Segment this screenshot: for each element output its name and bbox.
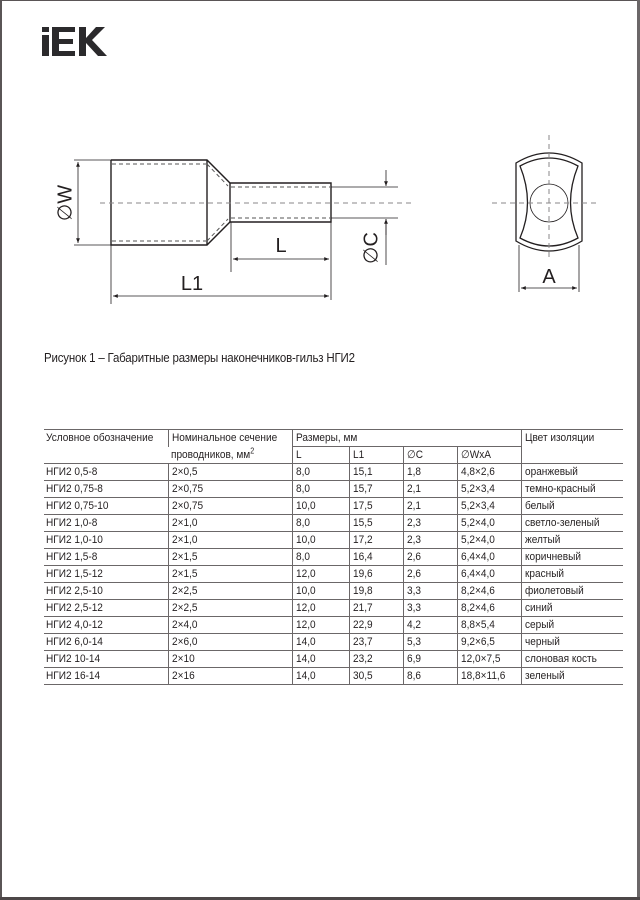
cell-section: 2×0,75 <box>169 481 293 498</box>
cell-wxa: 5,2×4,0 <box>458 532 522 549</box>
cell-l: 14,0 <box>293 634 350 651</box>
cell-section: 2×2,5 <box>169 600 293 617</box>
cell-section: 2×6,0 <box>169 634 293 651</box>
cell-insulation-color: фиолетовый <box>522 583 624 600</box>
cell-l1: 22,9 <box>350 617 404 634</box>
cell-c: 2,6 <box>404 549 458 566</box>
cell-l1: 16,4 <box>350 549 404 566</box>
table-row <box>44 481 623 498</box>
cell-wxa: 5,2×4,0 <box>458 515 522 532</box>
header-wxa: ∅WxA <box>458 447 522 464</box>
cell-l: 8,0 <box>293 481 350 498</box>
table-row <box>44 464 623 481</box>
cell-l: 10,0 <box>293 532 350 549</box>
cell-section: 2×4,0 <box>169 617 293 634</box>
cell-section: 2×2,5 <box>169 583 293 600</box>
cell-designation: НГИ2 10-14 <box>44 651 169 668</box>
cell-wxa: 8,8×5,4 <box>458 617 522 634</box>
header-designation: Условное обозначение <box>44 430 169 464</box>
cell-wxa: 6,4×4,0 <box>458 566 522 583</box>
table-row <box>44 617 623 634</box>
cell-insulation-color: зеленый <box>522 668 624 685</box>
cell-insulation-color: красный <box>522 566 624 583</box>
cell-l1: 15,1 <box>350 464 404 481</box>
cell-c: 2,3 <box>404 515 458 532</box>
dimension-l <box>231 222 331 300</box>
table-row <box>44 549 623 566</box>
cell-wxa: 9,2×6,5 <box>458 634 522 651</box>
table-row <box>44 566 623 583</box>
table-row <box>44 583 623 600</box>
label-l: L <box>275 235 287 257</box>
cell-insulation-color: слоновая кость <box>522 651 624 668</box>
dimension-w <box>74 160 111 245</box>
cell-l: 10,0 <box>293 498 350 515</box>
cell-designation: НГИ2 1,0-10 <box>44 532 169 549</box>
cell-designation: НГИ2 4,0-12 <box>44 617 169 634</box>
cell-designation: НГИ2 0,5-8 <box>44 464 169 481</box>
table-row <box>44 668 623 685</box>
cell-l1: 21,7 <box>350 600 404 617</box>
cell-l1: 15,5 <box>350 515 404 532</box>
cell-c: 3,3 <box>404 583 458 600</box>
cell-insulation-color: серый <box>522 617 624 634</box>
cell-wxa: 5,2×3,4 <box>458 498 522 515</box>
header-sizes-group: Размеры, мм <box>293 430 522 447</box>
cell-insulation-color: желтый <box>522 532 624 549</box>
figure-caption: Рисунок 1 – Габаритные размеры наконечников-гильз НГИ2 <box>44 351 355 365</box>
cell-section: 2×1,5 <box>169 566 293 583</box>
cell-l: 8,0 <box>293 515 350 532</box>
ferrule-spec-table <box>44 429 623 685</box>
label-diameter-c: ∅C <box>360 232 383 264</box>
cell-l1: 15,7 <box>350 481 404 498</box>
cell-insulation-color: светло-зеленый <box>522 515 624 532</box>
cell-l: 12,0 <box>293 566 350 583</box>
cell-designation: НГИ2 1,5-12 <box>44 566 169 583</box>
cell-section: 2×10 <box>169 651 293 668</box>
header-l1: L1 <box>350 447 404 464</box>
cell-c: 2,3 <box>404 532 458 549</box>
cell-designation: НГИ2 1,0-8 <box>44 515 169 532</box>
cell-c: 2,6 <box>404 566 458 583</box>
cell-designation: НГИ2 0,75-10 <box>44 498 169 515</box>
cell-c: 8,6 <box>404 668 458 685</box>
cell-c: 4,2 <box>404 617 458 634</box>
page-border-top <box>0 0 640 1</box>
logo-e <box>52 27 75 56</box>
cell-section: 2×0,5 <box>169 464 293 481</box>
cell-designation: НГИ2 2,5-10 <box>44 583 169 600</box>
cell-section: 2×16 <box>169 668 293 685</box>
cell-c: 3,3 <box>404 600 458 617</box>
logo-k <box>79 27 107 56</box>
table-row <box>44 634 623 651</box>
cell-section: 2×1,0 <box>169 532 293 549</box>
cell-l: 14,0 <box>293 668 350 685</box>
cell-l1: 30,5 <box>350 668 404 685</box>
cell-insulation-color: белый <box>522 498 624 515</box>
cell-wxa: 5,2×3,4 <box>458 481 522 498</box>
table-row <box>44 600 623 617</box>
header-section: Номинальное сечение <box>169 430 293 447</box>
cell-section: 2×1,5 <box>169 549 293 566</box>
logo-i-dot <box>42 27 49 32</box>
header-section-unit: проводников, $мм^2$ <box>169 447 293 464</box>
cell-wxa: 8,2×4,6 <box>458 583 522 600</box>
cell-l: 14,0 <box>293 651 350 668</box>
table-header-row-1 <box>44 430 623 447</box>
cell-wxa: 4,8×2,6 <box>458 464 522 481</box>
cell-c: 5,3 <box>404 634 458 651</box>
cell-insulation-color: оранжевый <box>522 464 624 481</box>
cell-wxa: 12,0×7,5 <box>458 651 522 668</box>
cell-l1: 23,7 <box>350 634 404 651</box>
cell-designation: НГИ2 2,5-12 <box>44 600 169 617</box>
table-row <box>44 651 623 668</box>
cell-insulation-color: черный <box>522 634 624 651</box>
header-l: L <box>293 447 350 464</box>
cell-l: 12,0 <box>293 600 350 617</box>
cell-wxa: 18,8×11,6 <box>458 668 522 685</box>
table-row <box>44 515 623 532</box>
cell-insulation-color: синий <box>522 600 624 617</box>
cell-l: 10,0 <box>293 583 350 600</box>
cell-wxa: 6,4×4,0 <box>458 549 522 566</box>
table-row <box>44 532 623 549</box>
label-l1: L1 <box>180 273 204 295</box>
table-row <box>44 498 623 515</box>
cell-designation: НГИ2 16-14 <box>44 668 169 685</box>
cell-l1: 19,8 <box>350 583 404 600</box>
cell-designation: НГИ2 1,5-8 <box>44 549 169 566</box>
cell-designation: НГИ2 0,75-8 <box>44 481 169 498</box>
cell-c: 1,8 <box>404 464 458 481</box>
label-diameter-w: ∅W <box>54 184 77 222</box>
cell-l: 8,0 <box>293 464 350 481</box>
label-a: A <box>542 266 556 288</box>
cell-wxa: 8,2×4,6 <box>458 600 522 617</box>
cell-c: 6,9 <box>404 651 458 668</box>
cell-l1: 19,6 <box>350 566 404 583</box>
ferrule-dimension-drawing <box>0 110 640 330</box>
header-insulation-color: Цвет изоляции <box>522 430 624 464</box>
cell-insulation-color: коричневый <box>522 549 624 566</box>
header-c: ∅C <box>404 447 458 464</box>
cell-section: 2×0,75 <box>169 498 293 515</box>
cell-l: 12,0 <box>293 617 350 634</box>
dimension-l1 <box>111 245 329 304</box>
cell-section: 2×1,0 <box>169 515 293 532</box>
cell-designation: НГИ2 6,0-14 <box>44 634 169 651</box>
cell-l1: 17,5 <box>350 498 404 515</box>
cell-l: 8,0 <box>293 549 350 566</box>
cell-insulation-color: темно-красный <box>522 481 624 498</box>
cell-l1: 17,2 <box>350 532 404 549</box>
cell-l1: 23,2 <box>350 651 404 668</box>
iek-logo <box>42 27 108 57</box>
cell-c: 2,1 <box>404 481 458 498</box>
cell-c: 2,1 <box>404 498 458 515</box>
